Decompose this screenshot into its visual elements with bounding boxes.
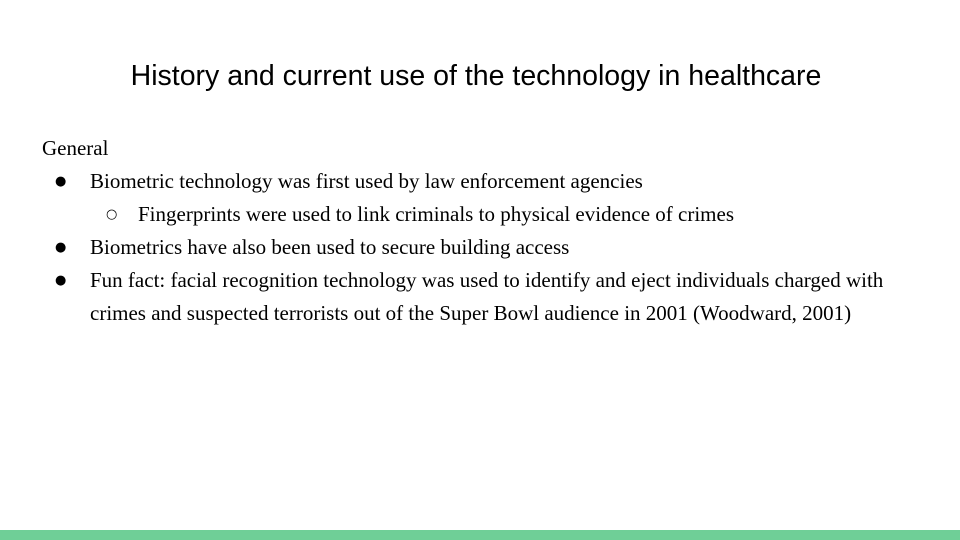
bullet-text: Biometric technology was first used by law enforcement agencies xyxy=(90,169,643,193)
filled-bullet-icon: ● xyxy=(55,240,67,255)
accent-bar xyxy=(0,530,960,540)
sub-bullet-text: Fingerprints were used to link criminals to physical evidence of crimes xyxy=(138,202,735,226)
filled-bullet-icon: ● xyxy=(55,273,67,288)
bullet-item xyxy=(42,264,922,330)
sub-bullet-item xyxy=(42,198,922,231)
filled-bullet-icon: ● xyxy=(55,174,67,189)
bullet-item xyxy=(42,231,922,264)
hollow-bullet-icon: ○ xyxy=(106,207,118,222)
bullet-item xyxy=(42,165,922,198)
slide-body xyxy=(42,132,922,330)
bullet-text: Fun fact: facial recognition technology was used to identify and eject individuals charged with crimes and suspected terrorists out of the Super Bowl audience in 2001 (Woodward, 2001) xyxy=(90,268,884,325)
section-heading: General xyxy=(42,136,109,160)
bullet-text: Biometrics have also been used to secure building access xyxy=(90,235,570,259)
slide-title: History and current use of the technology in healthcare xyxy=(130,60,822,92)
